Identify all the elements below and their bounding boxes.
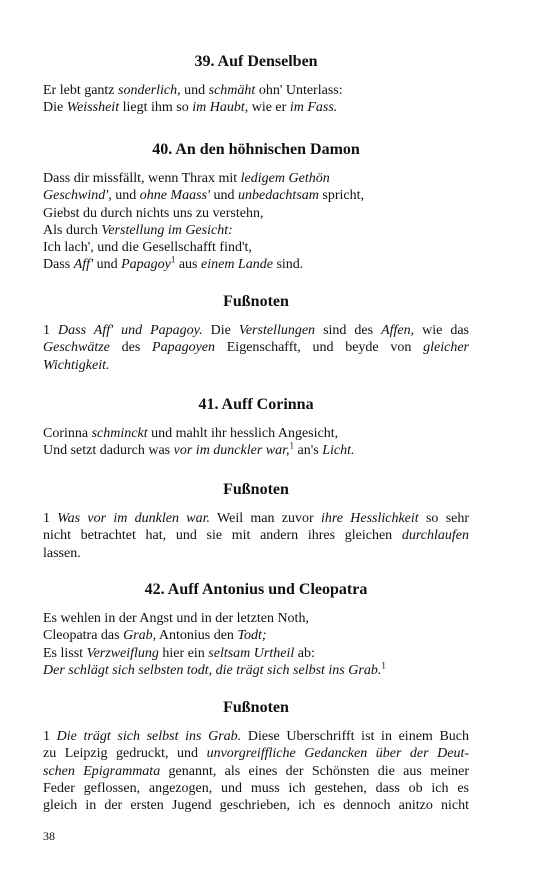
text-run: und — [111, 188, 140, 204]
emphasis-text: schen Epigrammata — [43, 763, 161, 779]
verse-line — [43, 442, 469, 459]
footnote-text — [43, 322, 469, 374]
text-run: Cleopatra das — [43, 628, 124, 644]
verse-line — [43, 256, 469, 273]
emphasis-text: Verzweiflung — [86, 645, 159, 661]
footnotes-42 — [43, 698, 469, 814]
emphasis-text: ledigem Gethön — [240, 171, 330, 186]
footnote-line — [43, 728, 469, 745]
text-run: 1 — [43, 729, 57, 744]
emphasis-text: ihre Hesslichkeit — [320, 511, 419, 526]
footnote-line — [43, 527, 469, 544]
emphasis-text: Wichtigkeit. — [43, 357, 110, 373]
text-run: Die — [43, 100, 67, 116]
emphasis-text: gleicher — [423, 340, 469, 356]
section-39 — [43, 52, 469, 117]
footnote-marker: 1 — [381, 660, 386, 671]
footnote-line — [43, 357, 469, 374]
text-run: und mahlt ihr hesslich Angesicht, — [147, 426, 339, 441]
footnote-line — [43, 763, 469, 780]
footnote-line — [43, 545, 469, 562]
text-run: lassen. — [43, 545, 81, 561]
section-title: 42. Auff Antonius und Cleopatra — [144, 581, 368, 598]
text-run: Er lebt gantz — [43, 83, 119, 98]
emphasis-text: sonderlich, — [118, 83, 181, 98]
text-run: nicht betrachtet hat, und sie mit andern ihres gleichen — [43, 528, 402, 544]
verse-line — [43, 627, 469, 644]
text-run: ohn' Unterlass: — [255, 83, 343, 98]
emphasis-text: Weissheit — [66, 100, 120, 116]
emphasis-text: im Haubt, — [192, 100, 249, 116]
text-run: sind des — [315, 323, 382, 338]
verse-line — [43, 82, 469, 99]
text-run: an's — [294, 443, 323, 459]
verse-line — [43, 662, 469, 679]
text-run: wie er — [248, 100, 290, 116]
poem-verse — [43, 610, 469, 679]
footnotes-heading: Fußnoten — [223, 699, 289, 716]
footnote-marker: 1 — [289, 440, 295, 451]
footnote-line — [43, 745, 469, 762]
section-42 — [43, 580, 469, 679]
emphasis-text: schmäht — [208, 83, 256, 98]
verse-line — [43, 222, 469, 239]
emphasis-text: Todt; — [237, 628, 267, 644]
text-run: Es wehlen in der Angst und in der letzten Noth, — [43, 611, 309, 626]
text-run: Diese Uberschrifft ist in einem Buch — [241, 729, 469, 744]
emphasis-text: Licht. — [322, 443, 355, 459]
footnote-marker: 1 — [170, 254, 176, 265]
text-run: des — [109, 340, 153, 356]
text-run: Ich lach', und die Gesellschafft find't, — [43, 240, 252, 256]
emphasis-text: unvorgreiffliche Gedancken über der Deut- — [206, 746, 469, 762]
emphasis-text: unbedachtsam — [238, 188, 319, 204]
footnotes-heading: Fußnoten — [223, 481, 289, 498]
section-41 — [43, 395, 469, 460]
emphasis-text: Aff' — [73, 257, 94, 273]
text-run: und — [93, 257, 122, 273]
poem-verse — [43, 425, 469, 460]
emphasis-text: einem Lande — [201, 257, 273, 273]
text-run: Und setzt dadurch was — [43, 443, 174, 459]
footnote-line — [43, 510, 469, 527]
text-run: Eigenschafft, und beyde von — [215, 340, 424, 356]
emphasis-text: Papagoy — [121, 257, 171, 273]
verse-line — [43, 425, 469, 442]
poem-verse — [43, 82, 469, 117]
text-run: Es lisst — [43, 645, 87, 661]
footnote-line — [43, 797, 469, 814]
text-run: genannt, als eines der Schönsten die aus meiner — [160, 763, 469, 779]
verse-line — [43, 170, 469, 187]
footnote-line — [43, 339, 469, 356]
text-run: Die — [202, 323, 239, 338]
text-run: wie das — [414, 323, 470, 338]
emphasis-text: Affen, — [381, 323, 415, 338]
emphasis-text: durchlaufen — [401, 528, 469, 544]
text-run: und — [210, 188, 238, 204]
verse-line — [43, 239, 469, 256]
text-run: Feder geflossen, angezogen, und muss ich gestehen, dass ob ich es — [43, 780, 469, 796]
section-title: 40. An den höhnischen Damon — [152, 141, 360, 158]
text-run: hier ein — [158, 645, 209, 661]
section-40 — [43, 140, 469, 274]
text-run: 1 — [43, 323, 59, 338]
text-run: und — [180, 83, 209, 98]
verse-line — [43, 99, 469, 116]
text-run: zu Leipzig gedruckt, und — [43, 746, 207, 762]
page-number: 38 — [43, 829, 55, 843]
text-run: aus — [175, 257, 201, 273]
emphasis-text: Die trägt sich selbst ins Grab. — [56, 729, 242, 744]
emphasis-text: im Fass. — [289, 100, 338, 116]
text-run: Giebst du durch nichts uns zu verstehn, — [43, 205, 264, 221]
emphasis-text: Was vor im dunklen war. — [57, 511, 210, 526]
verse-line — [43, 610, 469, 627]
emphasis-text: ohne Maass' — [139, 188, 210, 204]
footnotes-40 — [43, 292, 469, 374]
text-run: sind. — [272, 257, 304, 273]
text-run: Weil man zuvor — [209, 511, 321, 526]
emphasis-text: Geschwind', — [43, 188, 112, 204]
verse-line — [43, 645, 469, 662]
emphasis-text: schminckt — [91, 426, 148, 441]
text-run: Corinna — [43, 426, 92, 441]
text-run: gleich in der ersten Jugend geschrieben, ich es dennoch anitzo nicht — [43, 798, 469, 814]
section-title: 41. Auff Corinna — [198, 396, 314, 413]
text-run: ab: — [294, 645, 315, 661]
text-run: so sehr — [418, 511, 470, 526]
emphasis-text: Papagoyen — [152, 340, 216, 356]
emphasis-text: seltsam Urtheil — [208, 645, 295, 661]
text-run: Als durch — [43, 222, 102, 238]
emphasis-text: Geschwätze — [43, 340, 110, 356]
footnote-line — [43, 322, 469, 339]
text-run: Antonius den — [156, 628, 238, 644]
footnote-text — [43, 510, 469, 562]
emphasis-text: Dass Aff' und Papagoy. — [58, 323, 203, 338]
footnotes-41 — [43, 480, 469, 562]
text-run: 1 — [43, 511, 58, 526]
emphasis-text: Verstellungen — [238, 323, 316, 338]
text-run: liegt ihm so — [119, 100, 193, 116]
text-run: Dass dir missfällt, wenn Thrax mit — [43, 171, 241, 186]
verse-line — [43, 187, 469, 204]
emphasis-text: Der schlägt sich selbsten todt, die trägt sich selbst ins Grab. — [43, 662, 382, 678]
emphasis-text: vor im dunckler war, — [173, 443, 290, 459]
footnote-line — [43, 780, 469, 797]
text-run: Dass — [43, 257, 74, 273]
text-run: spricht, — [318, 188, 364, 204]
footnotes-heading: Fußnoten — [223, 293, 289, 310]
emphasis-text: Verstellung im Gesicht: — [101, 222, 233, 238]
footnote-text — [43, 728, 469, 814]
poem-verse — [43, 170, 469, 274]
verse-line — [43, 205, 469, 222]
emphasis-text: Grab, — [123, 628, 157, 644]
section-title: 39. Auf Denselben — [194, 53, 318, 70]
